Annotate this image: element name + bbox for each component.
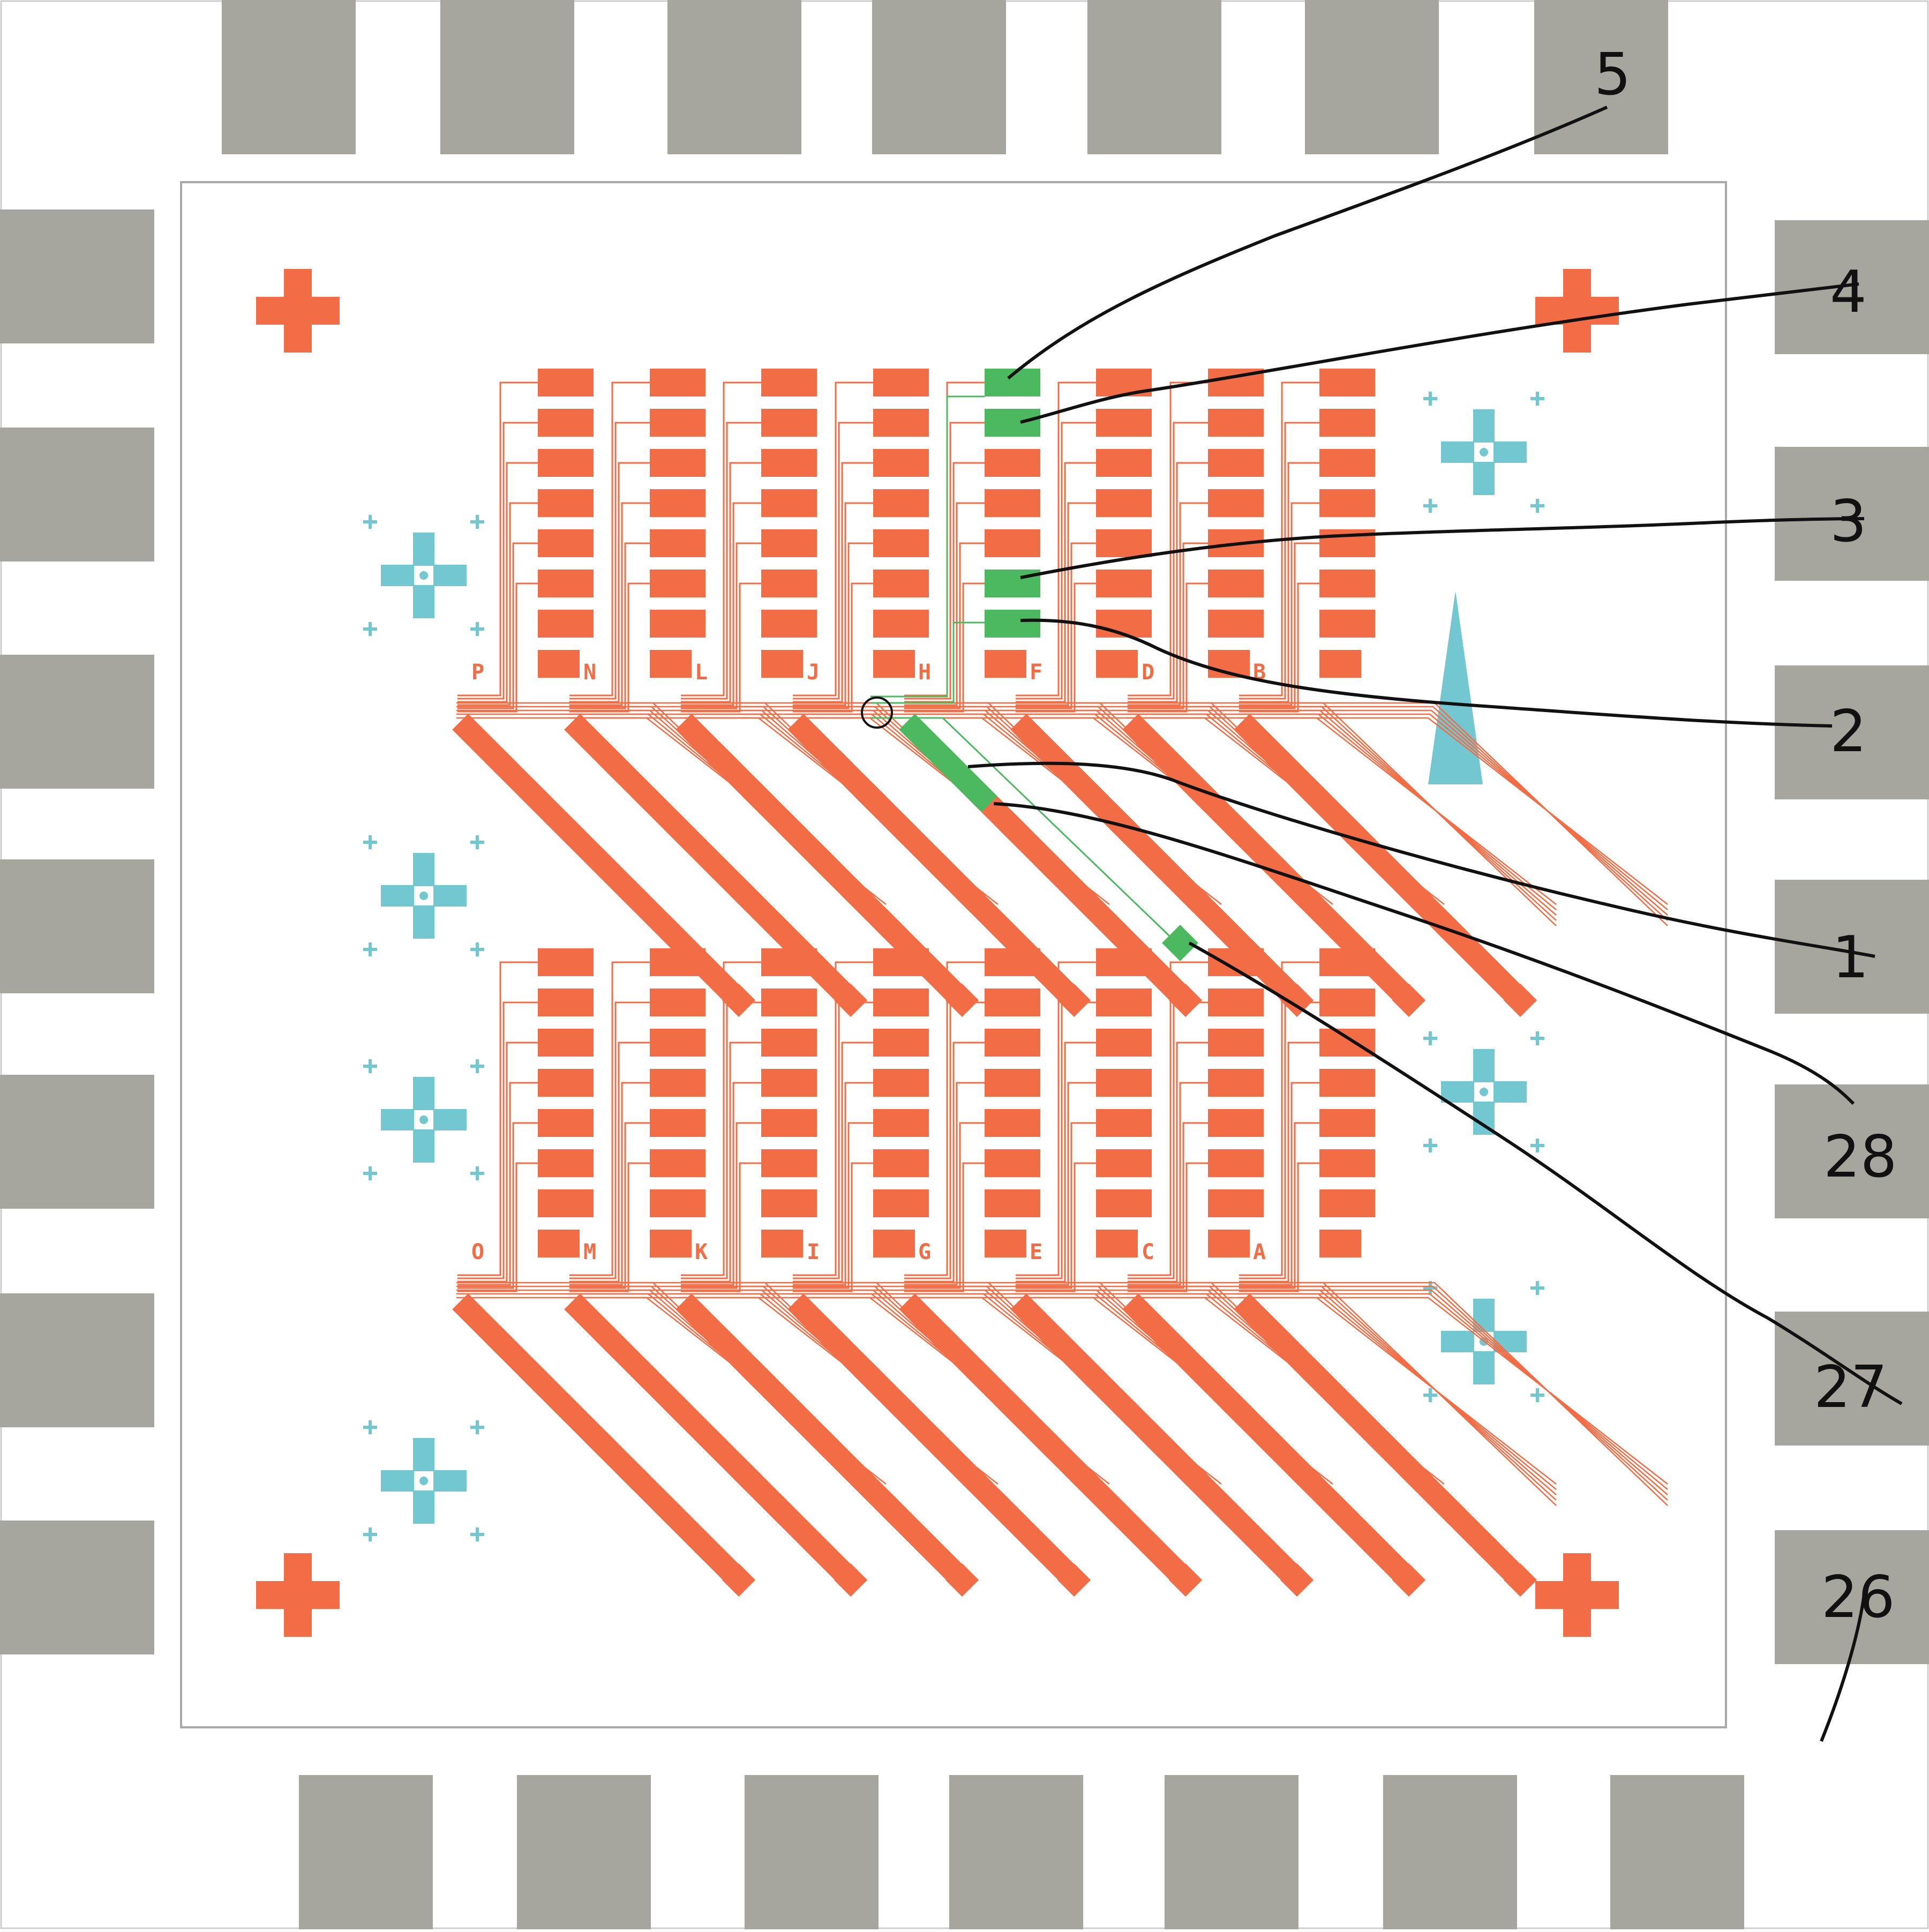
electrode [650, 570, 705, 597]
electrode [1096, 449, 1152, 477]
electrode [873, 1230, 915, 1257]
electrode [873, 610, 929, 638]
top-contact-pad [667, 0, 801, 154]
electrode [650, 1149, 705, 1177]
electrode-group-label: D [1141, 660, 1155, 685]
electrode [1096, 529, 1152, 557]
electrode [985, 989, 1040, 1016]
top-contact-pad [872, 0, 1006, 154]
left-contact-pad [0, 428, 154, 561]
electrode [1208, 1109, 1264, 1137]
top-contact-pad [1087, 0, 1221, 154]
electrode [650, 650, 692, 678]
electrode [650, 449, 705, 477]
electrode [650, 529, 705, 557]
reference-numeral-3: 3 [1830, 488, 1867, 555]
left-contact-pad [0, 859, 154, 993]
reference-numeral-4: 4 [1830, 259, 1867, 326]
reference-numeral-26: 26 [1821, 1564, 1895, 1631]
electrode [650, 1189, 705, 1217]
electrode [761, 610, 817, 638]
electrode [1208, 409, 1264, 437]
electrode [1319, 369, 1375, 396]
left-contact-pad [0, 655, 154, 789]
electrode [1319, 570, 1375, 597]
electrode [761, 449, 817, 477]
electrode [1096, 948, 1152, 976]
electrode [538, 948, 594, 976]
electrode [1319, 1189, 1375, 1217]
electrode [761, 1109, 817, 1137]
electrode [761, 570, 817, 597]
electrode [538, 989, 594, 1016]
bottom-contact-pad [517, 1775, 651, 1929]
electrode [650, 1109, 705, 1137]
electrode [761, 489, 817, 517]
electrode [1096, 570, 1152, 597]
electrode [873, 1069, 929, 1097]
electrode [1208, 449, 1264, 477]
reference-numeral-27: 27 [1814, 1354, 1888, 1421]
bottom-contact-pad [949, 1775, 1083, 1929]
electrode-group-label: P [471, 660, 485, 685]
electrode-group-label: I [806, 1240, 820, 1264]
electrode-group-label: L [694, 660, 708, 685]
electrode [538, 610, 594, 638]
electrode [538, 1109, 594, 1137]
electrode [1208, 570, 1264, 597]
reference-numeral-1: 1 [1832, 924, 1869, 991]
electrode [1319, 948, 1375, 976]
electrode [1319, 989, 1375, 1016]
electrode [1319, 1109, 1375, 1137]
electrode [1319, 449, 1375, 477]
electrode [1096, 1109, 1152, 1137]
electrode [873, 489, 929, 517]
electrode [761, 989, 817, 1016]
electrode [1319, 1149, 1375, 1177]
electrode [650, 1230, 692, 1257]
electrode [985, 1069, 1040, 1097]
electrode-group-label: F [1029, 660, 1043, 685]
bottom-contact-pad [1165, 1775, 1298, 1929]
electrode [538, 1149, 594, 1177]
electrode [761, 369, 817, 396]
reference-numeral-2: 2 [1830, 698, 1867, 765]
electrode [873, 1189, 929, 1217]
electrode [873, 449, 929, 477]
electrode [1319, 1069, 1375, 1097]
electrode [650, 409, 705, 437]
electrode [650, 989, 705, 1016]
reference-numeral-28: 28 [1823, 1124, 1897, 1190]
electrode [538, 489, 594, 517]
electrode [538, 529, 594, 557]
electrode [985, 489, 1040, 517]
electrode-group-label: N [583, 660, 597, 685]
electrode [538, 650, 580, 678]
electrode [1319, 650, 1361, 678]
electrode [873, 1149, 929, 1177]
electrode [873, 1029, 929, 1057]
electrode [761, 529, 817, 557]
electrode [1208, 948, 1264, 976]
electrode [985, 650, 1026, 678]
electrode [1208, 1230, 1250, 1257]
electrode-group-label: E [1029, 1240, 1043, 1264]
electrode [1096, 1029, 1152, 1057]
electrode [985, 1230, 1026, 1257]
electrode [985, 1109, 1040, 1137]
reference-numeral-5: 5 [1594, 41, 1631, 108]
electrode-group-label: J [806, 660, 820, 685]
electrode [873, 1109, 929, 1137]
electrode [1096, 1189, 1152, 1217]
electrode [985, 529, 1040, 557]
bottom-contact-pad [1383, 1775, 1517, 1929]
top-contact-pad [440, 0, 574, 154]
electrode [1319, 1230, 1361, 1257]
electrode [1319, 409, 1375, 437]
left-contact-pad [0, 209, 154, 343]
electrode [1208, 1069, 1264, 1097]
electrode [1319, 1029, 1375, 1057]
electrode [650, 489, 705, 517]
highlighted-electrode [985, 610, 1040, 638]
electrode [873, 989, 929, 1016]
electrode [761, 1149, 817, 1177]
electrode-group-label: G [918, 1240, 932, 1264]
highlighted-electrode [985, 409, 1040, 437]
electrode [1208, 1149, 1264, 1177]
electrode [873, 529, 929, 557]
electrode [985, 1189, 1040, 1217]
top-contact-pad [1305, 0, 1439, 154]
electrode [1096, 489, 1152, 517]
electrode [1319, 489, 1375, 517]
electrode-group-label: O [471, 1240, 485, 1264]
top-contact-pad [222, 0, 356, 154]
electrode [761, 650, 803, 678]
electrode [538, 1189, 594, 1217]
electrode [1208, 1029, 1264, 1057]
electrode [761, 409, 817, 437]
electrode [538, 1069, 594, 1097]
electrode [1096, 650, 1138, 678]
bottom-contact-pad [299, 1775, 433, 1929]
electrode [985, 1029, 1040, 1057]
electrode [761, 1230, 803, 1257]
electrode [873, 948, 929, 976]
electrode [650, 369, 705, 396]
electrode [1096, 1149, 1152, 1177]
bottom-contact-pad [745, 1775, 879, 1929]
electrode-group-label: C [1141, 1240, 1155, 1264]
electrode [761, 1029, 817, 1057]
electrode [650, 610, 705, 638]
left-contact-pad [0, 1293, 154, 1427]
electrode [538, 570, 594, 597]
electrode [873, 369, 929, 396]
electrode [650, 948, 705, 976]
highlighted-electrode [985, 570, 1040, 597]
electrode [761, 1069, 817, 1097]
electrode [650, 1029, 705, 1057]
electrode [538, 369, 594, 396]
electrode [1096, 1069, 1152, 1097]
electrode [1319, 610, 1375, 638]
electrode [985, 449, 1040, 477]
electrode [1208, 610, 1264, 638]
electrode [1096, 989, 1152, 1016]
electrode [538, 449, 594, 477]
electrode-group-label: K [694, 1240, 708, 1264]
electrode [538, 1029, 594, 1057]
electrode [761, 1189, 817, 1217]
left-contact-pad [0, 1075, 154, 1209]
electrode [538, 1230, 580, 1257]
electrode [985, 948, 1040, 976]
bottom-contact-pad [1610, 1775, 1744, 1929]
electrode [873, 409, 929, 437]
electrode [985, 1149, 1040, 1177]
electrode [1208, 1189, 1264, 1217]
electrode-group-label: M [583, 1240, 597, 1264]
electrode [761, 948, 817, 976]
electrode [1096, 409, 1152, 437]
electrode [873, 570, 929, 597]
electrode [1208, 489, 1264, 517]
electrode-group-label: H [918, 660, 932, 685]
electrode [1208, 989, 1264, 1016]
electrode [873, 650, 915, 678]
electrode [1096, 1230, 1138, 1257]
electrode [538, 409, 594, 437]
left-contact-pad [0, 1521, 154, 1654]
electrode-group-label: A [1252, 1240, 1266, 1264]
electrode-group-label: B [1252, 660, 1266, 685]
electrode [650, 1069, 705, 1097]
